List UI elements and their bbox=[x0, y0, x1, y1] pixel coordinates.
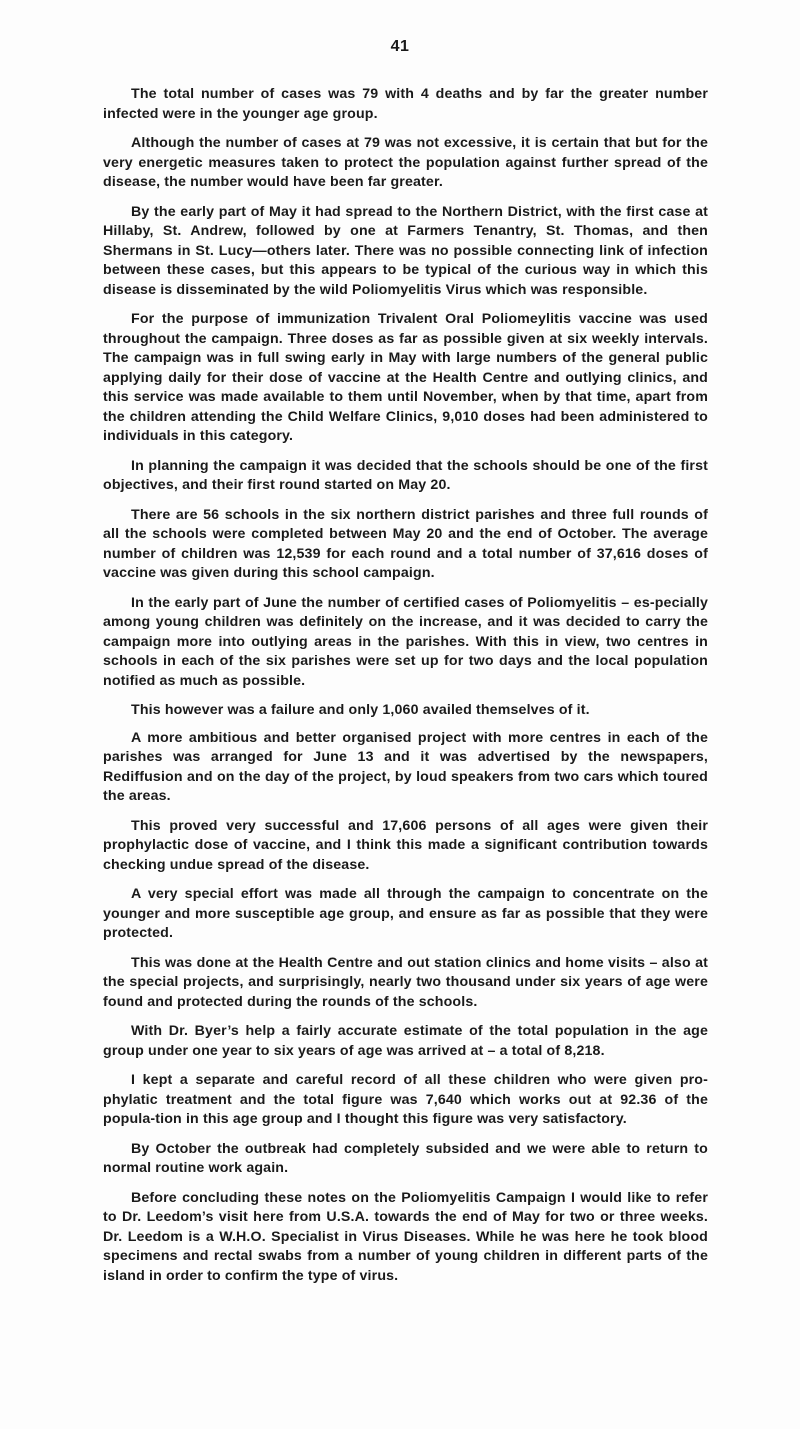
paragraph-measures: Although the number of cases at 79 was not excessive, it is certain that but for the very energetic measures taken to protect the population against further spread of the disease, the number would have been far greater. bbox=[103, 135, 708, 190]
paragraph-northern-spread: By the early part of May it had spread to the Northern District, with the first case at Hillaby, St. Andrew, followed by one at Farmers Tenantry, St. Thomas, and then Shermans in St. Lucy—others later. There was no possible connecting link of infection between these cases, but this appears to be typical of the curious way in which this disease is disseminated by the wild Poliomyelitis Virus which was responsible. bbox=[103, 203, 708, 298]
paragraph-project: A more ambitious and better organised project with more centres in each of the parishes was arranged for June 13 and it was advertised by the newspapers, Rediffusion and on the day of the project, by loud speakers from two cars which toured the areas. bbox=[103, 729, 708, 804]
paragraph-failure: This however was a failure and only 1,060 availed themselves of it. bbox=[131, 702, 590, 718]
body-text bbox=[103, 85, 708, 1296]
paragraph-success: This proved very successful and 17,606 persons of all ages were given their prophylactic dose of vaccine, and I think this made a significant contribution towards checking undue spread of the disease. bbox=[103, 817, 708, 873]
paragraph-leedom: Before concluding these notes on the Poliomyelitis Campaign I would like to refer to Dr. Leedom’s visit here from U.S.A. towards the end of May for two or three weeks. Dr. Leedom is a W.H.O. Specialist in Virus Diseases. While he was here he took blood specimens and rectal swabs from a number of young children in different parts of the island in order to confirm the type of virus. bbox=[103, 1189, 708, 1284]
paragraph-special-effort: A very special effort was made all through the campaign to concentrate on the younger and more susceptible age group, and ensure as far as possible that they were protected. bbox=[103, 886, 708, 941]
paragraph-planning: In planning the campaign it was decided that the schools should be one of the first objectives, and their first round started on May 20. bbox=[103, 457, 708, 493]
paragraph-clinics: This was done at the Health Centre and out station clinics and home visits – also at the special projects, and surprisingly, nearly two thousand under six years of age were found and protected during the rounds of the schools. bbox=[103, 954, 708, 1010]
paragraph-estimate: With Dr. Byer’s help a fairly accurate estimate of the total population in the age group under one year to six years of age was arrived at – a total of 8,218. bbox=[103, 1023, 708, 1059]
paragraph-subsided: By October the outbreak had completely subsided and we were able to return to normal routine work again. bbox=[103, 1140, 708, 1176]
paragraph-vaccine: For the purpose of immunization Trivalent Oral Poliomeylitis vaccine was used throughout the campaign. Three doses as far as possible given at six weekly intervals. The campaign was in full swing early in May with large numbers of the general public applying daily for their dose of vaccine at the Health Centre and outlying clinics, and this service was made available to them until November, when by that time, apart from the children attending the Child Welfare Clinics, 9,010 doses had been administered to individuals in this category. bbox=[103, 311, 708, 444]
paragraph-record: I kept a separate and careful record of all these children who were given pro-phylatic treatment and the total figure was 7,640 which works out at 92.36 of the popula-tion in this age group and I thought this figure was very satisfactory. bbox=[103, 1072, 708, 1127]
page-number: 41 bbox=[390, 38, 410, 55]
paragraph-cases-total: The total number of cases was 79 with 4 deaths and by far the greater number infected were in the younger age group. bbox=[103, 86, 708, 122]
paragraph-june-cases: In the early part of June the number of certified cases of Poliomyelitis – es-pecially among young children was definitely on the increase, and it was decided to carry the campaign more into outlying areas in the parishes. With this in view, two centres in schools in each of the six parishes were set up for two days and the local population notified as much as possible. bbox=[103, 594, 708, 689]
paragraph-schools: There are 56 schools in the six northern district parishes and three full rounds of all the schools were completed between May 20 and the end of October. The average number of children was 12,539 for each round and a total number of 37,616 doses of vaccine was given during this school campaign. bbox=[103, 506, 708, 581]
